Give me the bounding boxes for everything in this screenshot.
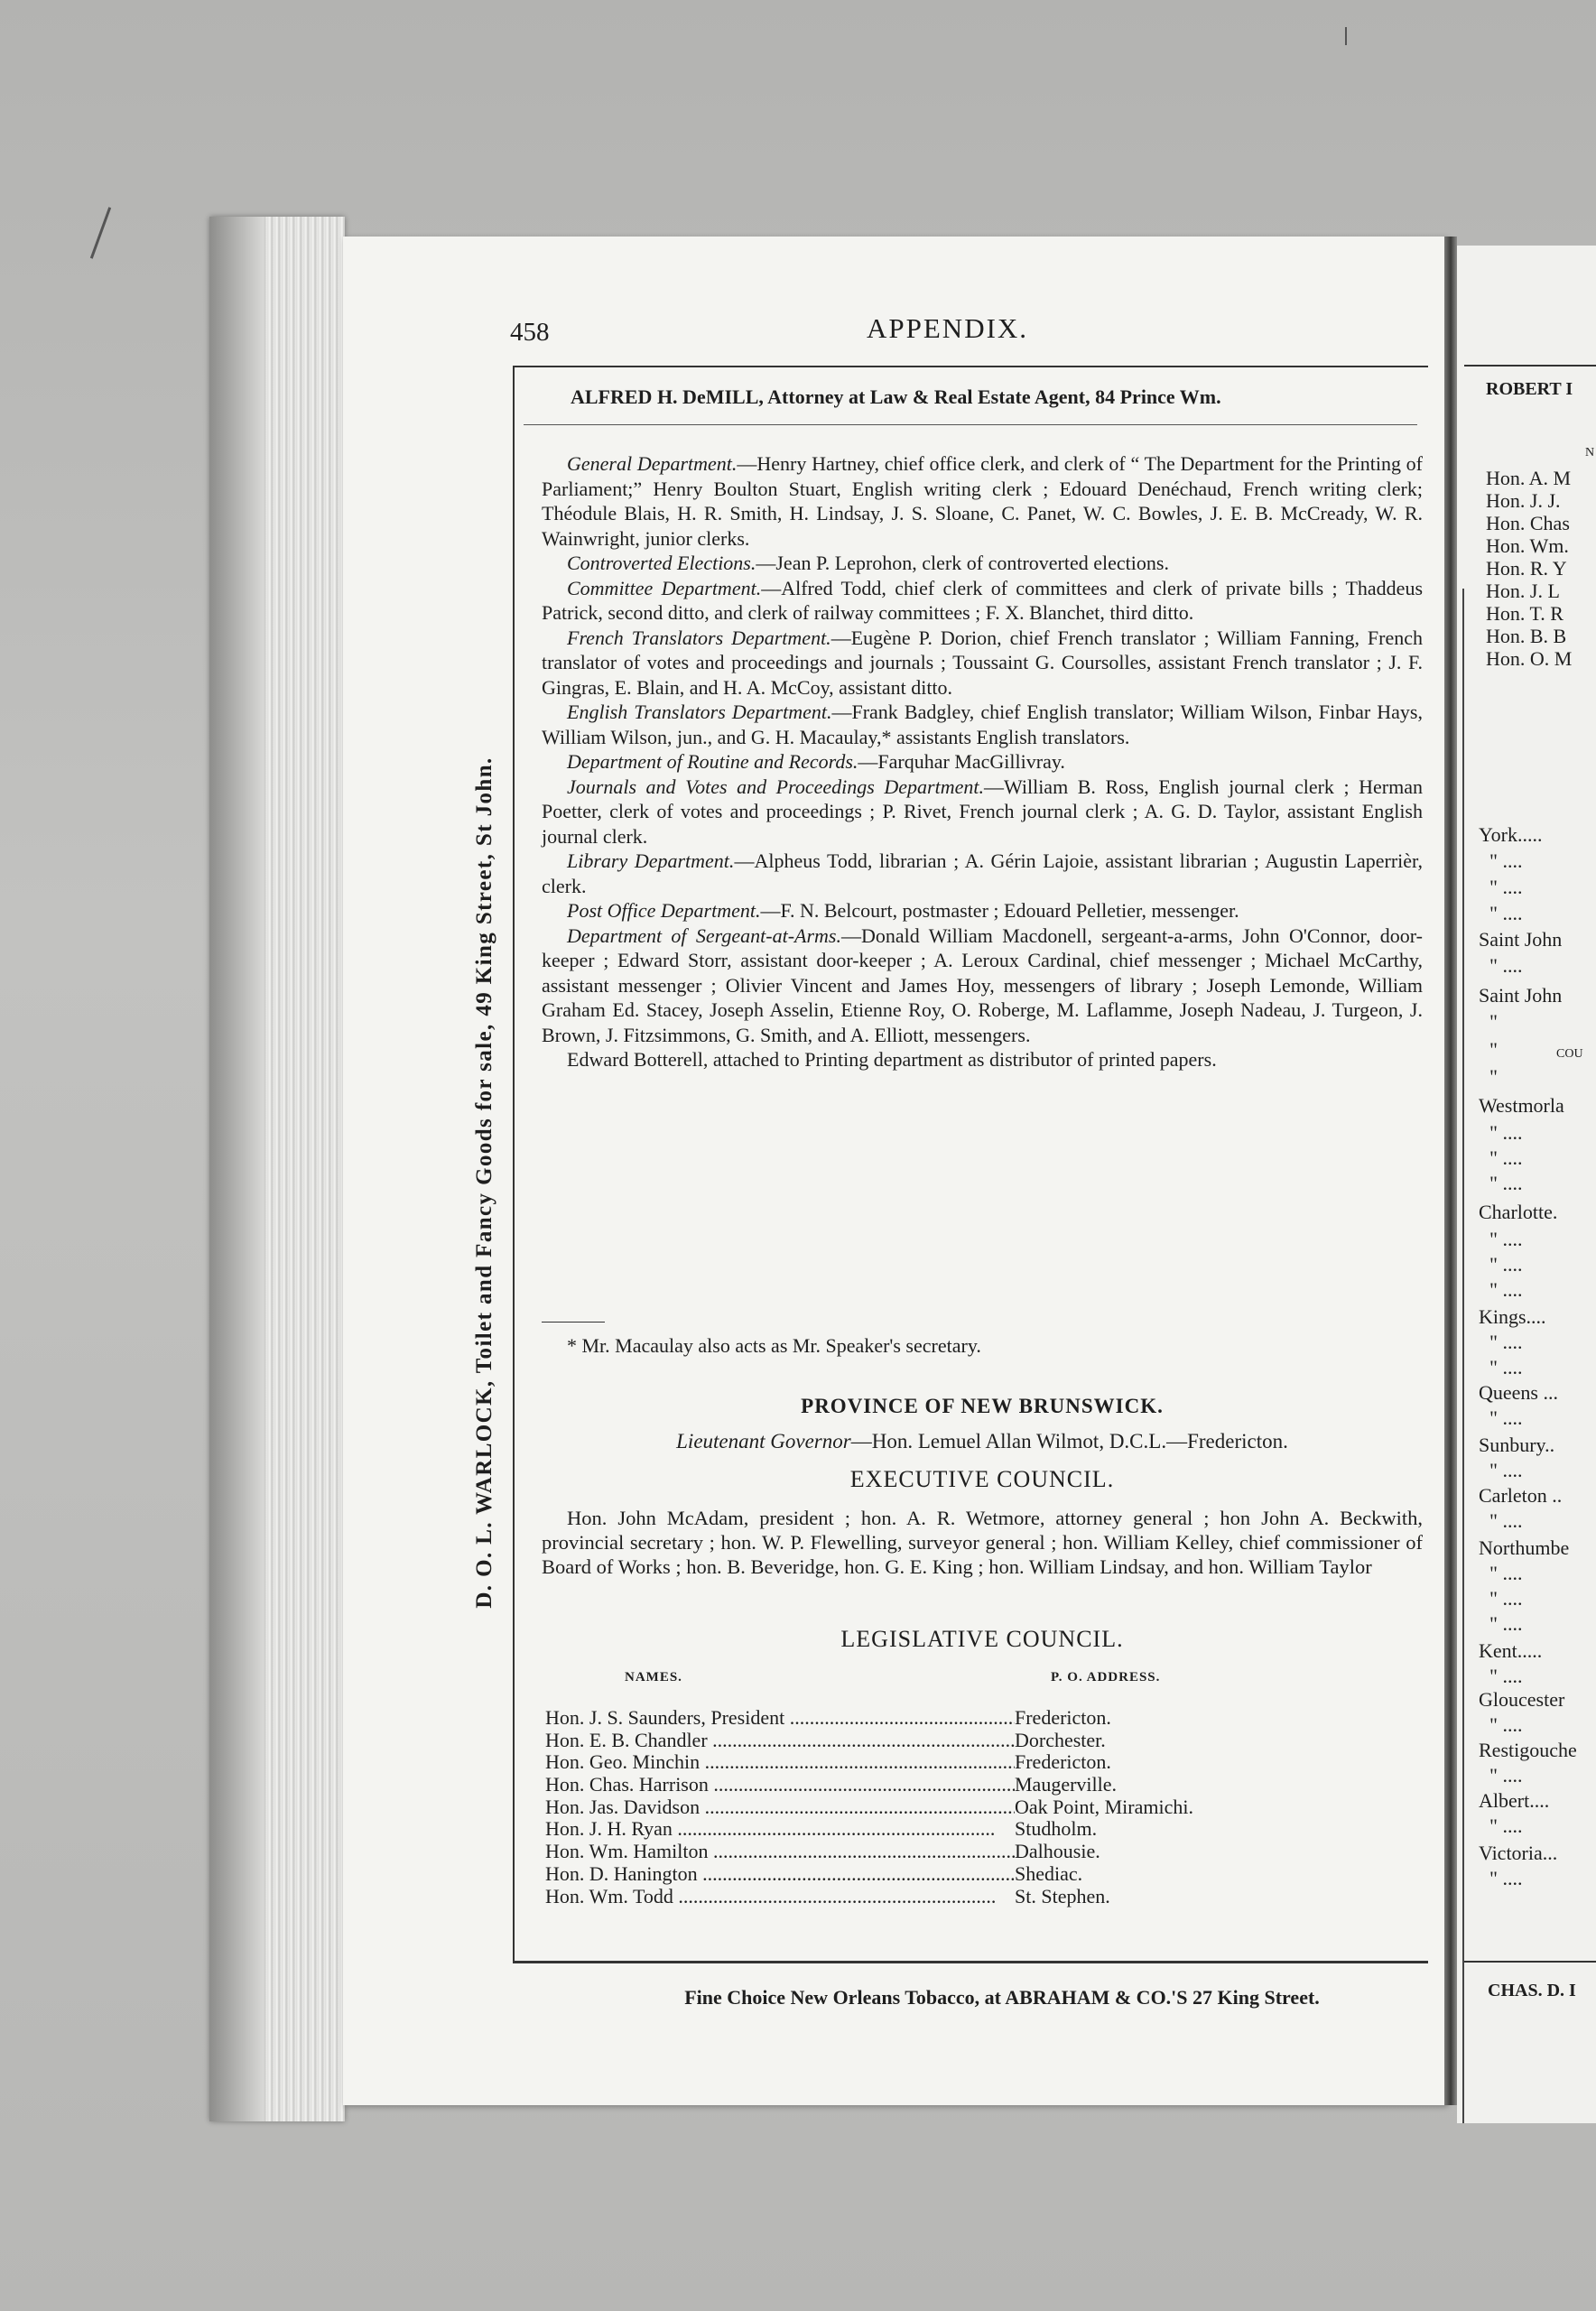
- list-item: Hon. D. Hanington ..... Shediac.: [545, 1862, 1231, 1885]
- list-item: Hon. Chas. Harrison ..... Maugerville.: [545, 1773, 1231, 1796]
- right-page-name: Hon. J. L: [1486, 580, 1560, 602]
- bottom-advertisement: Fine Choice New Orleans Tobacco, at ABRAHAM & CO.'S 27 King Street.: [684, 1986, 1320, 2009]
- executive-council-heading: EXECUTIVE COUNCIL.: [849, 1466, 1115, 1492]
- right-page-county: " ....: [1489, 1587, 1523, 1610]
- footnote: * Mr. Macaulay also acts as Mr. Speaker's secretary.: [567, 1334, 981, 1357]
- top-advertisement: ALFRED H. DeMILL, Attorney at Law & Real Estate Agent, 84 Prince Wm.: [571, 385, 1221, 408]
- executive-council-text: Hon. John McAdam, president ; hon. A. R. Wetmore, attorney general ; hon John A. Beckwith, provincial secretary ; hon. W. P. Flewelling, surveyor general ; hon. William Kelley, chief commissioner of Board of Works ; hon. B. Beveridge, hon. G. E. King ; hon. William Lindsay, and hon. William Taylor: [542, 1507, 1423, 1578]
- right-page-county: " ....: [1489, 1253, 1523, 1276]
- departments-text: [542, 451, 1423, 1072]
- right-page-county: " ....: [1489, 1713, 1523, 1736]
- right-page-county: " ....: [1489, 1509, 1523, 1532]
- department-paragraph: Library Department.—Alpheus Todd, librarian ; A. Gérin Lajoie, assistant librarian ; Augustin Laperrièr, clerk.: [542, 849, 1424, 897]
- department-paragraph: English Translators Department.—Frank Badgley, chief English translator; William Wilson, Finbar Hays, William Wilson, jun., and G. H. Macaulay,* assistants English translators.: [542, 701, 1423, 748]
- department-paragraph: Journals and Votes and Proceedings Department.—William B. Ross, English journal clerk ; Herman Poetter, clerk of votes and proceedings ; P. Rivet, French journal clerk ; A. G. D. Taylor, assistant English journal clerk.: [542, 775, 1424, 848]
- right-page-county: ": [1489, 1038, 1498, 1061]
- department-paragraph: Department of Sergeant-at-Arms.—Donald William Macdonell, sergeant-a-arms, John O'Connor, door-keeper ; Edward Storr, assistant door-keeper ; A. Leroux Cardinal, chief messenger ; Michael McCarthy, assistant messenger ; Olivier Vincent and James Hoy, messengers of library ; Joseph Lemonde, William Graham Ed. Stacey, Joseph Asselin, Etienne Roy, O. Roberge, M. Laflamme, Joseph Nadeau, J. Turgeon, J. Brown, J. Fitzsimmons, G. Smith, and A. Elliott, messengers.: [542, 923, 1423, 1046]
- list-item: Hon. J. S. Saunders, President ..... Fredericton.: [545, 1706, 1231, 1729]
- right-page-name: Hon. O. M: [1486, 647, 1573, 670]
- right-page-county: York.....: [1479, 823, 1543, 846]
- right-page-county: Gloucester: [1479, 1688, 1565, 1711]
- right-page-county: " ....: [1489, 1331, 1523, 1353]
- right-page-county: ": [1489, 1065, 1498, 1088]
- frame-bottom-rule: [513, 1961, 1428, 1963]
- right-page-name: Hon. B. B: [1486, 625, 1567, 647]
- right-page-county: " ....: [1489, 1228, 1523, 1250]
- lieutenant-governor: [542, 1430, 1423, 1453]
- right-page-county: " ....: [1489, 1814, 1523, 1837]
- right-page-county: Queens ...: [1479, 1381, 1558, 1404]
- right-page-bottom-ad: CHAS. D. I: [1488, 1981, 1576, 2000]
- right-page-county: " ....: [1489, 1172, 1523, 1194]
- list-item: Hon. Geo. Minchin ..... Fredericton.: [545, 1750, 1231, 1773]
- province-heading: PROVINCE OF NEW BRUNSWICK.: [801, 1395, 1164, 1417]
- right-page-county: Kent.....: [1479, 1639, 1543, 1662]
- department-paragraph: General Department.—Henry Hartney, chief office clerk, and clerk of “ The Department for the Printing of Parliament;” Henry Boulton Stuart, English writing clerk ; Edouard Denéchaud, French writing clerk; Théodule Blais, H. R. Smith, H. Lindsay, J. S. Sloane, C. Panet, W. C. Bowles, J. E. B. McCready, W. R. Wainwright, junior clerks.: [542, 452, 1423, 550]
- column-header-names: NAMES.: [625, 1670, 682, 1685]
- right-page-county: " ....: [1489, 954, 1523, 977]
- right-page-county: " ....: [1489, 1612, 1523, 1635]
- book-edge-shadow: [209, 217, 264, 2121]
- governor-name: —Hon. Lemuel Allan Wilmot, D.C.L.—Fredericton.: [850, 1430, 1288, 1452]
- frame-left-rule: [513, 366, 515, 1962]
- list-item: Hon. Jas. Davidson ..... Oak Point, Miramichi.: [545, 1796, 1231, 1818]
- right-page-name: Hon. R. Y: [1486, 557, 1567, 580]
- scan-artifact: [1345, 27, 1347, 45]
- right-page-county: " ....: [1489, 849, 1523, 872]
- right-page-county: " ....: [1489, 1278, 1523, 1301]
- governor-label: Lieutenant Governor: [676, 1430, 851, 1452]
- right-page-county: " ....: [1489, 1146, 1523, 1169]
- right-page-county: Saint John: [1479, 984, 1563, 1007]
- right-page-county: Kings....: [1479, 1305, 1546, 1328]
- department-paragraph: Edward Botterell, attached to Printing department as distributor of printed papers.: [567, 1048, 1217, 1071]
- right-page-county: " ....: [1489, 876, 1523, 898]
- right-page-top-ad: ROBERT I: [1486, 379, 1573, 399]
- list-item: Hon. J. H. Ryan ..... Studholm.: [545, 1817, 1231, 1840]
- right-page-name: Hon. J. J.: [1486, 489, 1561, 512]
- right-page-county: Restigouche: [1479, 1739, 1577, 1761]
- legislative-council-list: [545, 1706, 1231, 1907]
- right-page-county: Carleton ..: [1479, 1484, 1563, 1507]
- right-page-name: Hon. A. M: [1486, 467, 1572, 489]
- right-page-column-fragment: COU: [1556, 1047, 1583, 1061]
- frame-top-rule: [513, 366, 1428, 367]
- column-header-address: P. O. ADDRESS.: [1051, 1670, 1161, 1685]
- department-paragraph: Controverted Elections.—Jean P. Leprohon, clerk of controverted elections.: [567, 552, 1169, 574]
- right-page-county: Westmorla: [1479, 1094, 1564, 1117]
- right-page-county: " ....: [1489, 1459, 1523, 1481]
- right-page-county: ": [1489, 1010, 1498, 1033]
- right-page-county: " ....: [1489, 902, 1523, 924]
- right-page-county: Sunbury..: [1479, 1434, 1555, 1456]
- list-item: Hon. Wm. Todd ..... St. Stephen.: [545, 1885, 1231, 1907]
- right-page-county: " ....: [1489, 1406, 1523, 1429]
- right-page-county: Northumbe: [1479, 1536, 1570, 1559]
- right-page-county: Albert....: [1479, 1789, 1550, 1812]
- right-page: [1457, 246, 1596, 2123]
- right-page-county: " ....: [1489, 1121, 1523, 1144]
- department-paragraph: French Translators Department.—Eugène P. Dorion, chief French translator ; William Fanning, French translator of votes and proceedings and journals ; Toussaint G. Coursolles, assistant French translator ; J. F. Gingras, E. Blain, and H. A. McCoy, assistant ditto.: [542, 626, 1424, 699]
- right-page-county: Saint John: [1479, 928, 1563, 951]
- right-page-county: " ....: [1489, 1764, 1523, 1787]
- list-item: Hon. E. B. Chandler ..... Dorchester.: [545, 1729, 1231, 1751]
- running-head: APPENDIX.: [867, 312, 1029, 344]
- department-paragraph: Committee Department.—Alfred Todd, chief clerk of committees and clerk of private bills ; Thaddeus Patrick, second ditto, and clerk of railway committees ; F. X. Blanchet, third ditto.: [542, 576, 1424, 624]
- right-page-county: " ....: [1489, 1562, 1523, 1584]
- right-page-county: " ....: [1489, 1665, 1523, 1687]
- department-paragraph: Post Office Department.—F. N. Belcourt, postmaster ; Edouard Pelletier, messenger.: [567, 899, 1239, 922]
- right-page-left-rule: [1462, 589, 1464, 2123]
- right-page-header-fragment: N: [1585, 446, 1595, 459]
- right-page-county: " ....: [1489, 1867, 1523, 1889]
- legislative-council-heading: LEGISLATIVE COUNCIL.: [840, 1626, 1124, 1652]
- right-page-county: " ....: [1489, 1356, 1523, 1378]
- side-advertisement-text: D. O. L. WARLOCK, Toilet and Fancy Goods for sale, 49 King Street, St John.: [472, 756, 496, 1609]
- list-item: Hon. Wm. Hamilton ..... Dalhousie.: [545, 1840, 1231, 1862]
- right-page-county: Charlotte.: [1479, 1201, 1558, 1223]
- page-number: 458: [510, 318, 550, 347]
- right-page-name: Hon. Wm.: [1486, 534, 1569, 557]
- right-page-bottom-rule: [1464, 1961, 1596, 1963]
- right-page-name: Hon. Chas: [1486, 512, 1570, 534]
- advertisement-rule: [524, 424, 1417, 425]
- department-paragraph: Department of Routine and Records.—Farquhar MacGillivray.: [567, 750, 1065, 773]
- book-gutter: [1444, 237, 1457, 2105]
- right-page-top-rule: [1464, 365, 1596, 367]
- right-page-name: Hon. T. R: [1486, 602, 1564, 625]
- right-page-county: Victoria...: [1479, 1842, 1558, 1864]
- footnote-rule: [542, 1322, 605, 1323]
